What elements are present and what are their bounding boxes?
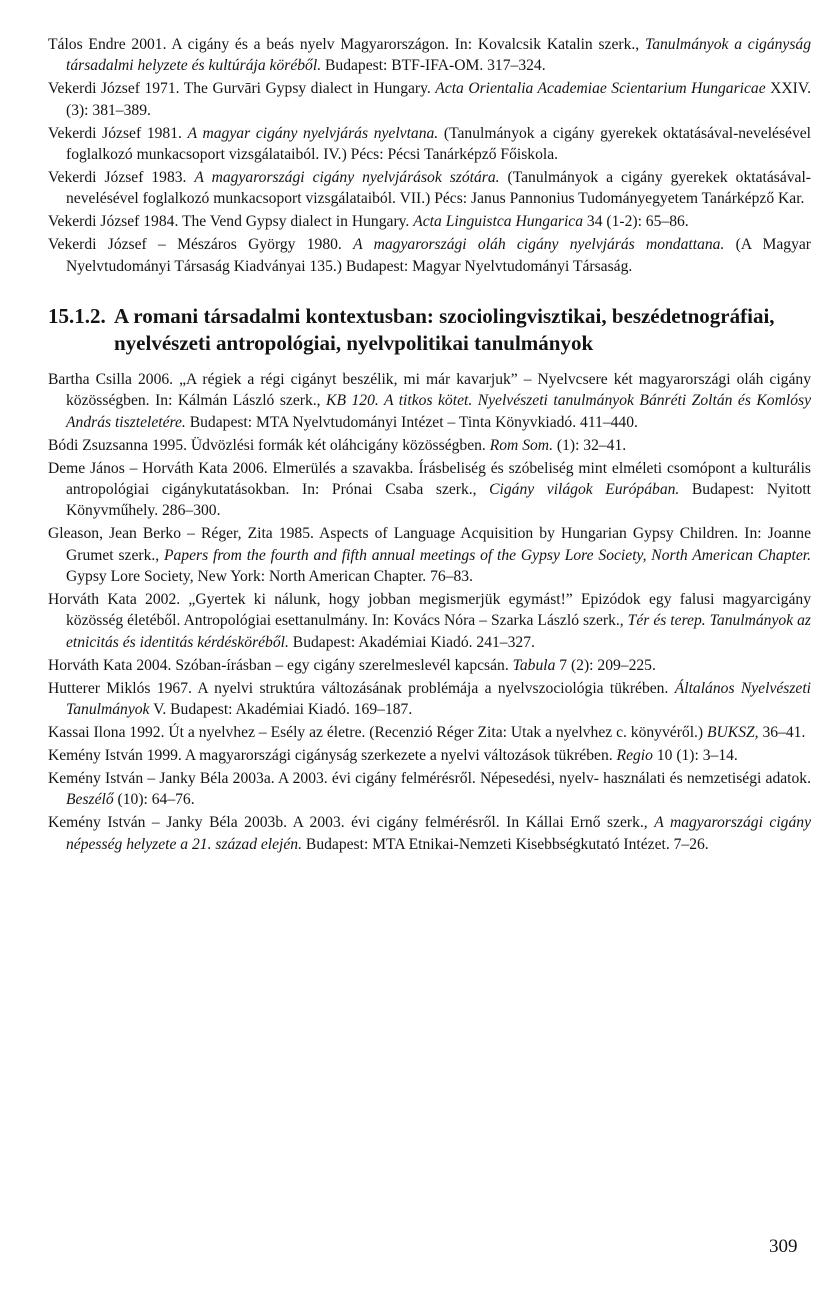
reference-text: V. Budapest: Akadémiai Kiadó. 169–187.	[149, 701, 413, 719]
reference-title: Tér és terep. Tanulmányok az etnicitás és identitás kérdésköréből.	[66, 612, 811, 651]
reference-title: Tabula	[512, 656, 556, 674]
reference-text: Budapest: MTA Etnikai-Nemzeti Kisebbségkutató Intézet. 7–26.	[302, 835, 709, 853]
reference-text: (10): 64–76.	[113, 791, 195, 809]
reference-entry	[48, 211, 811, 232]
reference-entry	[48, 745, 811, 766]
reference-text: Horváth Kata 2002. „Gyertek ki nálunk, hogy jobban megismerjük egymást!” Epizódok egy falusi magyarcigány közösség életéből. Antropológiai esettanulmány. In: Kovács Nóra – Szarka László szerk.,	[48, 591, 811, 630]
reference-text: Bódi Zsuzsanna 1995. Üdvözlési formák két oláhcigány közösségben.	[48, 436, 490, 454]
reference-entry	[48, 458, 811, 522]
reference-text: Horváth Kata 2004. Szóban-írásban – egy cigány szerelmeslevél kapcsán.	[48, 656, 513, 674]
reference-text: Kemény István – Janky Béla 2003a. A 2003. évi cigány felmérésről. Népesedési, nyelv- használati és nemzetiségi adatok.	[48, 769, 811, 787]
reference-text: (1): 32–41.	[552, 436, 627, 454]
reference-list-top	[48, 34, 811, 277]
reference-entry	[48, 812, 811, 855]
reference-text: Hutterer Miklós 1967. A nyelvi struktúra változásának problémája a nyelvszociológia tükrében.	[48, 679, 675, 697]
reference-text: Vekerdi József 1971. The Gurvāri Gypsy dialect in Hungary.	[48, 80, 436, 98]
reference-entry	[48, 234, 811, 277]
reference-text: Gleason, Jean Berko – Réger, Zita 1985. Aspects of Language Acquisition by Hungarian Gypsy Children. In: Joanne Grumet szerk.,	[48, 525, 811, 564]
reference-text: Bartha Csilla 2006. „A régiek a régi cigányt beszélik, mi már kavarjuk” – Nyelvcsere két magyarországi oláh cigány közösségben. In: Kálmán László szerk.,	[48, 370, 811, 410]
reference-title: Papers from the fourth and fifth annual meetings of the Gypsy Lore Society, North American Chapter.	[163, 546, 811, 564]
reference-text: (A Magyar Nyelvtudományi Társaság Kiadványai 135.) Budapest: Magyar Nyelvtudományi Társaság.	[66, 236, 811, 275]
reference-text: Kemény István – Janky Béla 2003b. A 2003. évi cigány felmérésről. In Kállai Ernő szerk.,	[48, 814, 655, 832]
reference-text: Tálos Endre 2001. A cigány és a beás nyelv Magyarországon. In: Kovalcsik Katalin szerk.,	[48, 36, 645, 53]
reference-text: XXIV. (3): 381–389.	[66, 80, 811, 119]
reference-list-bottom	[48, 369, 811, 855]
reference-title: Acta Orientalia Academiae Scientarium Hungaricae	[435, 80, 766, 98]
reference-entry	[48, 722, 811, 743]
reference-title: Beszélő	[66, 791, 114, 809]
reference-entry	[48, 167, 811, 210]
reference-text: Deme János – Horváth Kata 2006. Elmerülés a szavakba. Írásbeliség és szóbeliség mint elméleti csomópont a kulturális antropológiai cigánykutatásokban. In: Prónai Csaba szerk.,	[48, 459, 811, 498]
reference-title: A magyar cigány nyelvjárás nyelvtana.	[187, 124, 439, 142]
reference-text: Budapest: BTF-IFA-OM. 317–324.	[321, 57, 546, 75]
reference-title: Cigány világok Európában.	[489, 481, 680, 498]
reference-entry	[48, 589, 811, 653]
reference-text: (Tanulmányok a cigány gyerekek oktatásával-nevelésével foglalkozó munkacsoport vizsgálataiból. IV.) Pécs: Pécsi Tanárképző Főiskola.	[66, 124, 811, 164]
reference-entry	[48, 369, 811, 433]
reference-title: Tanulmányok a cigányság társadalmi helyzete és kultúrája köréből.	[66, 36, 811, 75]
reference-title: KB 120. A titkos kötet. Nyelvészeti tanulmányok Bánréti Zoltán és Komlósy András tiszteletére.	[66, 392, 811, 431]
reference-title: BUKSZ,	[707, 723, 759, 741]
reference-entry	[48, 523, 811, 587]
section-title: A romani társadalmi kontextusban: szociolingvisztikai, beszédetnográfiai, nyelvészeti antropológiai, nyelvpolitikai tanulmányok	[114, 303, 775, 355]
reference-text: Gypsy Lore Society, New York: North American Chapter. 76–83.	[66, 568, 473, 586]
reference-text: Vekerdi József – Mészáros György 1980.	[48, 236, 354, 254]
reference-title: Általános Nyelvészeti Tanulmányok	[66, 679, 812, 719]
reference-title: Regio	[616, 746, 653, 764]
reference-text: Kemény István 1999. A magyarországi cigányság szerkezete a nyelvi változások tükrében.	[48, 746, 617, 764]
reference-entry	[48, 655, 811, 676]
reference-title: A magyarországi oláh cigány nyelvjárás mondattana.	[353, 236, 725, 254]
section-heading	[48, 303, 811, 357]
reference-entry	[48, 34, 811, 77]
reference-entry	[48, 78, 811, 121]
reference-text: Budapest: MTA Nyelvtudományi Intézet – Tinta Könyvkiadó. 411–440.	[185, 413, 638, 431]
reference-entry	[48, 678, 811, 721]
reference-text: Vekerdi József 1981.	[48, 124, 188, 142]
reference-entry	[48, 435, 811, 456]
page-number: 309	[769, 1236, 798, 1257]
reference-entry	[48, 123, 811, 166]
reference-text: Vekerdi József 1983.	[48, 168, 195, 186]
reference-title: Acta Linguistca Hungarica	[413, 213, 584, 231]
reference-text: (Tanulmányok a cigány gyerekek oktatásával-nevelésével foglalkozó munkacsoport vizsgálataiból. VII.) Pécs: Janus Pannonius Tudományegyetem Tanárképző Kar.	[66, 168, 811, 208]
reference-title: Rom Som.	[489, 436, 553, 454]
reference-text: 36–41.	[758, 723, 806, 741]
reference-text: Kassai Ilona 1992. Út a nyelvhez – Esély az életre. (Recenzió Réger Zita: Utak a nyelvhez c. könyvéről.)	[48, 723, 708, 741]
reference-text: Budapest: Akadémiai Kiadó. 241–327.	[288, 633, 535, 651]
page	[48, 34, 811, 856]
reference-text: Budapest: Nyitott Könyvműhely. 286–300.	[66, 481, 812, 520]
reference-text: 34 (1-2): 65–86.	[583, 213, 689, 231]
reference-text: 10 (1): 3–14.	[652, 746, 738, 764]
section-number: 15.1.2.	[48, 303, 106, 328]
reference-title: A magyarországi cigány népesség helyzete a 21. század elején.	[66, 814, 811, 853]
reference-text: 7 (2): 209–225.	[555, 656, 656, 674]
reference-title: A magyarországi cigány nyelvjárások szótára.	[194, 168, 500, 186]
reference-entry	[48, 768, 811, 811]
reference-text: Vekerdi József 1984. The Vend Gypsy dialect in Hungary.	[48, 213, 414, 231]
